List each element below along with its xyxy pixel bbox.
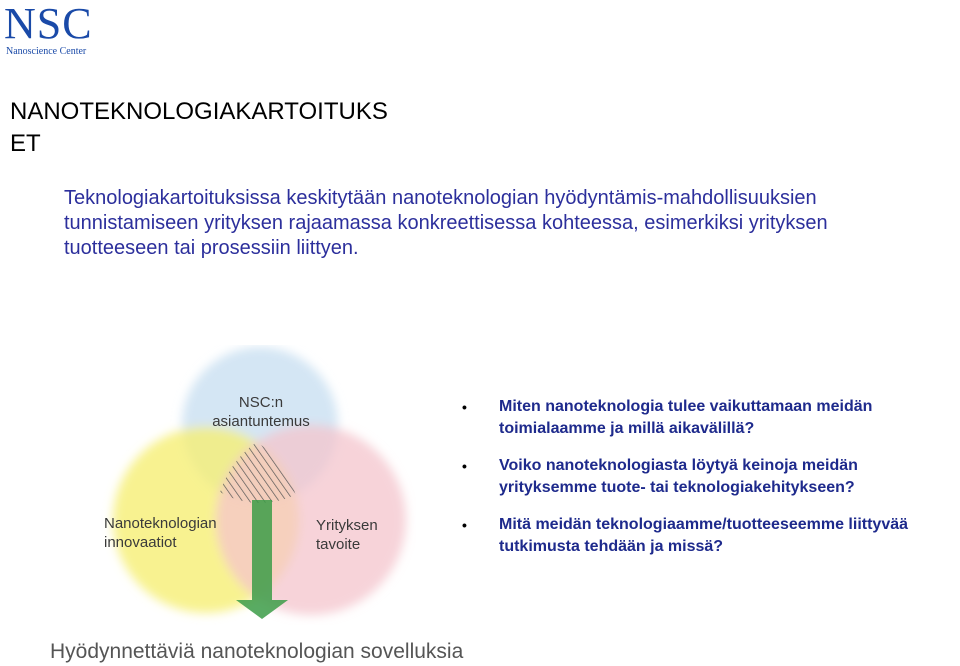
venn-graphic [96, 345, 416, 625]
venn-top-line1: NSC:n [238, 394, 284, 411]
bullet-text: Voiko nanoteknologiasta löytyä keinoja meidän yrityksemme tuote- tai teknologiakehitykseen? [499, 457, 858, 496]
bullet-text: Mitä meidän teknologiaamme/tuotteeseemme liittyvää tutkimusta tehdään ja missä? [499, 516, 909, 555]
logo-wordmark: NSC [4, 0, 93, 48]
nsc-logo [4, 0, 108, 57]
bullet-icon: • [462, 517, 467, 533]
question-list [462, 396, 960, 573]
venn-diagram [96, 345, 416, 625]
diagram-caption: Hyödynnettäviä nanoteknologian sovelluksia [50, 640, 464, 663]
venn-right-line1: Yrityksen [316, 517, 378, 534]
list-item [462, 514, 960, 558]
venn-left-line1: Nanoteknologian [104, 515, 217, 532]
venn-label-right [316, 516, 396, 554]
bullet-text: Miten nanoteknologia tulee vaikuttamaan meidän toimialaamme ja millä aikavälillä? [499, 398, 873, 437]
list-item [462, 396, 960, 440]
logo-subtitle: Nanoscience Center [6, 46, 87, 57]
venn-right-line2: tavoite [316, 536, 361, 553]
venn-top-line2: asiantuntemus [212, 413, 310, 430]
intro-paragraph: Teknologiakartoituksissa keskitytään nanoteknologian hyödyntämis-mahdollisuuksien tunnistamiseen yrityksen rajaamassa konkreettisessa kohteessa, esimerkiksi yrityksen tuotteeseen tai prosessiin liittyen. [64, 187, 828, 259]
list-item [462, 455, 960, 499]
venn-label-left [104, 514, 244, 552]
venn-left-line2: innovaatiot [104, 534, 177, 551]
bullet-icon: • [462, 458, 467, 474]
bullet-icon: • [462, 399, 467, 415]
title-line-1: NANOTEKNOLOGIAKARTOITUKS [10, 98, 388, 125]
title-line-2: ET [10, 130, 41, 157]
venn-label-top [206, 393, 316, 431]
page-title [10, 96, 480, 160]
